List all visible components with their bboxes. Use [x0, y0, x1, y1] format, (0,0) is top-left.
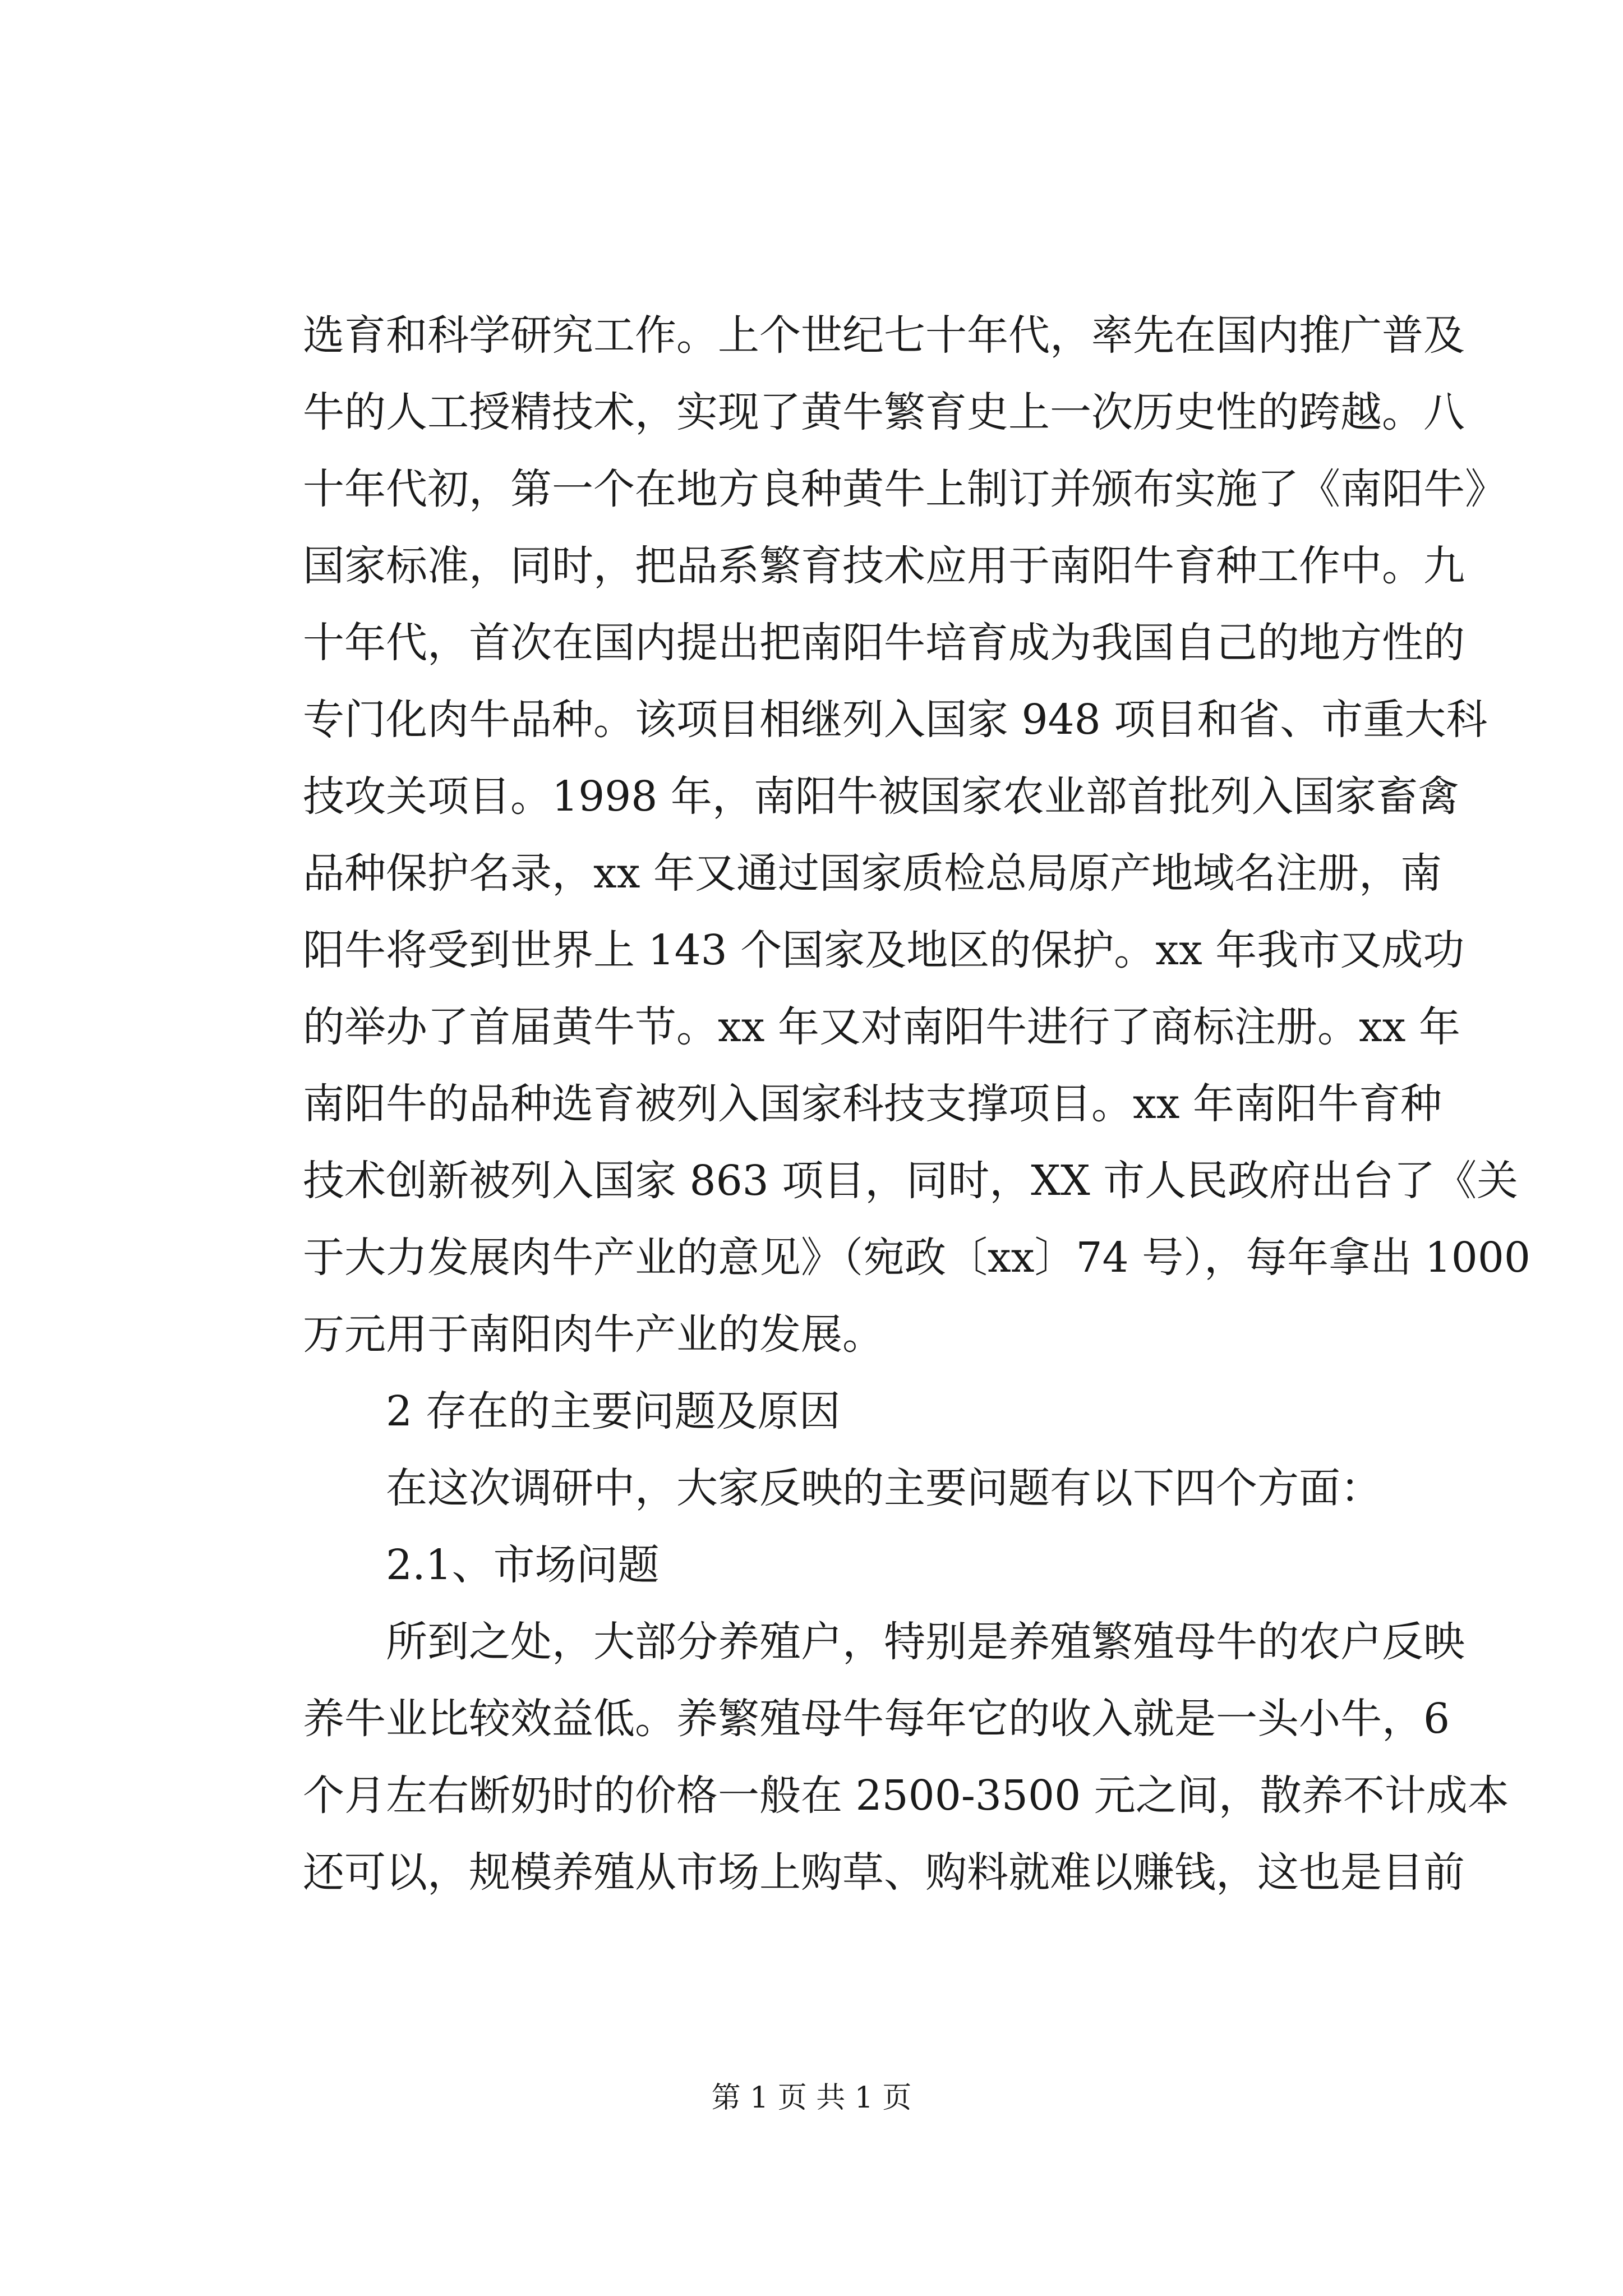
- text-line: 阳牛将受到世界上 143 个国家及地区的保护。xx 年我市又成功: [303, 926, 1465, 974]
- text-line: 南阳牛的品种选育被列入国家科技支撑项目。xx 年南阳牛育种: [303, 1080, 1442, 1128]
- text-line: 万元用于南阳肉牛产业的发展。: [303, 1310, 884, 1359]
- text-line: 国家标准，同时，把品系繁育技术应用于南阳牛育种工作中。九: [303, 542, 1465, 590]
- text-line: 十年代，首次在国内提出把南阳牛培育成为我国自己的地方性的: [303, 619, 1465, 667]
- text-line: 个月左右断奶时的价格一般在 2500-3500 元之间，散养不计成本: [303, 1772, 1509, 1820]
- body-text: [303, 297, 1530, 1911]
- text-line: 的举办了首届黄牛节。xx 年又对南阳牛进行了商标注册。xx 年: [303, 1003, 1460, 1051]
- text-line: 还可以，规模养殖从市场上购草、购料就难以赚钱，这也是目前: [303, 1848, 1465, 1897]
- text-line: 专门化肉牛品种。该项目相继列入国家 948 项目和省、市重大科: [303, 696, 1488, 744]
- text-line: 2.1、市场问题: [386, 1541, 660, 1589]
- text-line: 选育和科学研究工作。上个世纪七十年代，率先在国内推广普及: [303, 311, 1465, 360]
- page-footer: 第 1 页 共 1 页: [711, 2081, 912, 2115]
- text-line: 养牛业比较效益低。养繁殖母牛每年它的收入就是一头小牛，6: [303, 1695, 1450, 1743]
- text-line: 在这次调研中，大家反映的主要问题有以下四个方面：: [386, 1464, 1382, 1512]
- text-line: 品种保护名录，xx 年又通过国家质检总局原产地域名注册，南: [303, 849, 1442, 898]
- text-line: 技攻关项目。1998 年，南阳牛被国家农业部首批列入国家畜禽: [303, 772, 1459, 821]
- text-line: 于大力发展肉牛产业的意见》（宛政〔xx〕74 号），每年拿出 1000: [303, 1234, 1530, 1282]
- text-line: 牛的人工授精技术，实现了黄牛繁育史上一次历史性的跨越。八: [303, 388, 1465, 436]
- text-line: 所到之处，大部分养殖户，特别是养殖繁殖母牛的农户反映: [386, 1618, 1465, 1666]
- text-line: 技术创新被列入国家 863 项目，同时，XX 市人民政府出台了《关: [303, 1157, 1519, 1205]
- text-line: 2 存在的主要问题及原因: [386, 1387, 841, 1435]
- text-line: 十年代初，第一个在地方良种黄牛上制订并颁布实施了《南阳牛》: [303, 465, 1506, 513]
